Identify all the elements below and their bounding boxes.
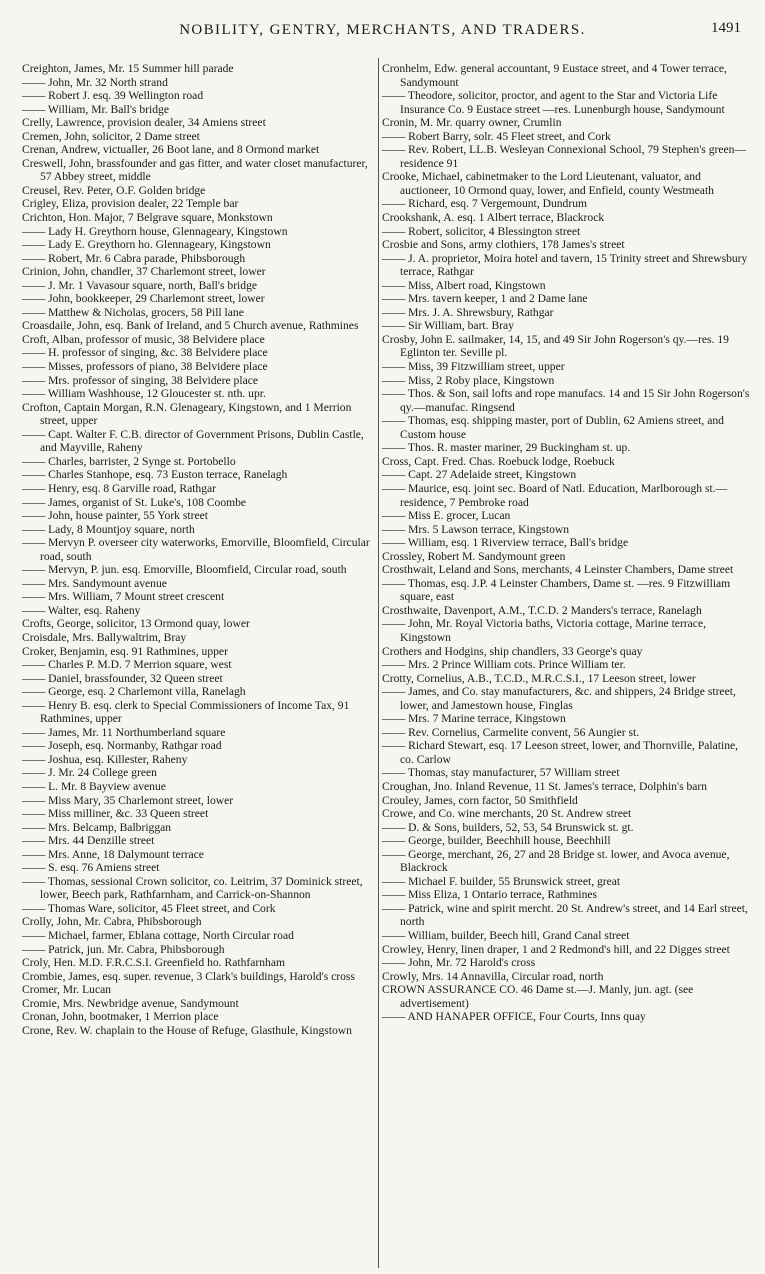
- directory-entry: —— Mrs. Sandymount avenue: [22, 576, 167, 590]
- directory-entry: —— Mervyn P. overseer city waterworks, Emorville, Bloomfield, Circular road, south: [22, 536, 370, 563]
- directory-entry: —— Theodore, solicitor, proctor, and agent to the Star and Victoria Life Insurance Co. 9 Eustace street —res. Lunenburgh house, Sandymount: [382, 89, 725, 116]
- directory-entry: —— Miss, 39 Fitzwilliam street, upper: [382, 360, 565, 374]
- directory-entry: —— Lady H. Greythorn house, Glennageary, Kingstown: [22, 224, 288, 238]
- directory-entry: —— Thomas, sessional Crown solicitor, co. Leitrim, 37 Dominick street, lower, Beech park, Rathfarnham, and Carrick-on-Shannon: [22, 874, 363, 902]
- directory-entry: Crosthwait, Leland and Sons, merchants, 4 Leinster Chambers, Dame street: [382, 563, 734, 577]
- directory-entry: Croisdale, Mrs. Ballywaltrim, Bray: [22, 630, 187, 644]
- directory-entry: —— Matthew & Nicholas, grocers, 58 Pill lane: [22, 305, 244, 319]
- directory-entry: —— J. A. proprietor, Moira hotel and tavern, 15 Trinity street and Shrewsbury terrace, Rathgar: [382, 251, 748, 279]
- directory-entry: Creswell, John, brassfounder and gas fitter, and water closet manufacturer, 57 Abbey street, middle: [22, 156, 368, 184]
- directory-entry: —— George, builder, Beechhill house, Beechhill: [382, 834, 611, 848]
- directory-entry: —— Miss Mary, 35 Charlemont street, lower: [22, 793, 234, 807]
- directory-entry: —— Thos. R. master mariner, 29 Buckingham st. up.: [382, 441, 631, 455]
- directory-entry: Croker, Benjamin, esq. 91 Rathmines, upper: [22, 644, 228, 658]
- directory-entry: —— Rev. Robert, LL.B. Wesleyan Connexional School, 79 Stephen's green—residence 91: [382, 143, 747, 170]
- directory-entry: —— Lady, 8 Mountjoy square, north: [22, 522, 195, 536]
- directory-entry: —— Mrs. William, 7 Mount street crescent: [22, 590, 225, 604]
- directory-entry: Crigley, Eliza, provision dealer, 22 Temple bar: [22, 197, 239, 211]
- directory-entry: Crofton, Captain Morgan, R.N. Glenageary, Kingstown, and 1 Merrion street, upper: [22, 400, 352, 428]
- directory-entry: —— Mrs. 7 Marine terrace, Kingstown: [382, 712, 566, 726]
- directory-entry: —— Joseph, esq. Normanby, Rathgar road: [22, 739, 222, 753]
- directory-entry: —— William, esq. 1 Riverview terrace, Ball's bridge: [382, 536, 629, 550]
- directory-entry: —— Mrs. Belcamp, Balbriggan: [22, 820, 172, 834]
- directory-entry: —— George, merchant, 26, 27 and 28 Bridge st. lower, and Avoca avenue, Blackrock: [382, 847, 730, 875]
- directory-entry: Crosbie and Sons, army clothiers, 178 James's street: [382, 238, 625, 252]
- directory-entry: CROWN ASSURANCE CO. 46 Dame st.—J. Manly, jun. agt. (see advertisement): [382, 983, 694, 1010]
- directory-entry: Crelly, Lawrence, provision dealer, 34 Amiens street: [22, 116, 266, 130]
- directory-entry: —— Mervyn, P. jun. esq. Emorville, Bloomfield, Circular road, south: [22, 563, 347, 577]
- directory-entry: Croly, Hen. M.D. F.R.C.S.I. Greenfield ho. Rathfarnham: [22, 956, 286, 970]
- directory-entry: —— Walter, esq. Raheny: [22, 603, 141, 617]
- directory-entry: —— John, bookkeeper, 29 Charlemont street, lower: [22, 292, 265, 306]
- directory-entry: —— Miss, 2 Roby place, Kingstown: [382, 373, 555, 387]
- directory-entry: —— Thomas, esq. shipping master, port of Dublin, 62 Amiens street, and Custom house: [382, 414, 724, 441]
- directory-entry: —— Miss Eliza, 1 Ontario terrace, Rathmines: [382, 888, 598, 902]
- directory-entry: —— Rev. Cornelius, Carmelite convent, 56 Aungier st.: [382, 725, 640, 739]
- directory-entry: —— Thomas, esq. J.P. 4 Leinster Chambers, Dame st. —res. 9 Fitzwilliam square, east: [382, 576, 731, 604]
- directory-entry: —— James, Mr. 11 Northumberland square: [22, 725, 226, 739]
- directory-entry: Cromer, Mr. Lucan: [22, 983, 112, 997]
- directory-entry: —— Lady E. Greythorn ho. Glennageary, Kingstown: [22, 238, 271, 252]
- directory-entry: Cronan, John, bootmaker, 1 Merrion place: [22, 1010, 219, 1024]
- directory-entry: Crombie, James, esq. super. revenue, 3 Clark's buildings, Harold's cross: [22, 969, 355, 983]
- directory-entry: Cross, Capt. Fred. Chas. Roebuck lodge, Roebuck: [382, 454, 615, 468]
- directory-entry: —— L. Mr. 8 Bayview avenue: [22, 779, 166, 793]
- directory-entry: —— Thos. & Son, sail lofts and rope manufacs. 14 and 15 Sir John Rogerson's qy.—manufac. Ringsend: [382, 387, 750, 414]
- directory-entry: —— Joshua, esq. Killester, Raheny: [22, 752, 188, 766]
- directory-entry: —— William Washhouse, 12 Gloucester st. nth. upr.: [22, 387, 266, 401]
- directory-entry: —— Patrick, wine and spirit mercht. 20 St. Andrew's street, and 14 Earl street, north: [382, 901, 748, 929]
- directory-entry: —— John, Mr. 72 Harold's cross: [382, 956, 536, 970]
- directory-entry: —— H. professor of singing, &c. 38 Belvidere place: [22, 346, 268, 360]
- directory-entry: —— Michael F. builder, 55 Brunswick street, great: [382, 874, 621, 888]
- directory-entry: Crichton, Hon. Major, 7 Belgrave square, Monkstown: [22, 211, 273, 225]
- right-column: [382, 62, 750, 1024]
- directory-entry: —— Mrs. 5 Lawson terrace, Kingstown: [382, 522, 570, 536]
- directory-entry: —— Misses, professors of piano, 38 Belvidere place: [22, 360, 268, 374]
- page-header: [0, 22, 765, 44]
- directory-entry: Crinion, John, chandler, 37 Charlemont street, lower: [22, 265, 266, 279]
- directory-entry: —— Mrs. Anne, 18 Dalymount terrace: [22, 847, 204, 861]
- column-divider: [378, 58, 379, 1268]
- directory-entry: —— AND HANAPER OFFICE, Four Courts, Inns quay: [382, 1010, 646, 1024]
- directory-entry: Crosby, John E. sailmaker, 14, 15, and 49 Sir John Rogerson's qy.—res. 19 Eglinton ter. Seville pl.: [382, 332, 729, 360]
- page-title: NOBILITY, GENTRY, MERCHANTS, AND TRADERS.: [179, 22, 586, 38]
- directory-entry: Creighton, James, Mr. 15 Summer hill parade: [22, 62, 234, 75]
- directory-entry: Crosthwaite, Davenport, A.M., T.C.D. 2 Manders's terrace, Ranelagh: [382, 603, 702, 617]
- directory-entry: Crossley, Robert M. Sandymount green: [382, 549, 566, 563]
- directory-entry: —— Miss, Albert road, Kingstown: [382, 278, 546, 292]
- directory-entry: —— Maurice, esq. joint sec. Board of Natl. Education, Marlborough st.—residence, 7 Pembroke road: [382, 481, 728, 509]
- directory-entry: Cronhelm, Edw. general accountant, 9 Eustace street, and 4 Tower terrace, Sandymount: [382, 62, 727, 89]
- directory-entry: —— Sir William, bart. Bray: [382, 319, 514, 333]
- directory-entry: Crouley, James, corn factor, 50 Smithfield: [382, 793, 578, 807]
- directory-entry: Crookshank, A. esq. 1 Albert terrace, Blackrock: [382, 211, 605, 225]
- directory-entry: —— James, and Co. stay manufacturers, &c. and shippers, 24 Bridge street, lower, and Jamestown house, Finglas: [382, 685, 736, 712]
- directory-entry: —— Mrs. 44 Denzille street: [22, 834, 155, 848]
- directory-entry: —— Thomas, stay manufacturer, 57 William street: [382, 766, 620, 780]
- directory-entry: —— William, builder, Beech hill, Grand Canal street: [382, 929, 630, 942]
- directory-entry: Crenan, Andrew, victualler, 26 Boot lane, and 8 Ormond market: [22, 143, 320, 157]
- directory-entry: —— Michael, farmer, Eblana cottage, North Circular road: [22, 929, 294, 942]
- directory-entry: —— John, Mr. 32 North strand: [22, 75, 168, 89]
- directory-entry: —— Miss milliner, &c. 33 Queen street: [22, 807, 209, 821]
- directory-entry: —— Mrs. J. A. Shrewsbury, Rathgar: [382, 305, 554, 319]
- directory-entry: —— William, Mr. Ball's bridge: [22, 102, 169, 116]
- left-column: [22, 62, 377, 1037]
- directory-entry: Cronin, M. Mr. quarry owner, Crumlin: [382, 116, 562, 130]
- directory-entry: —— Robert, solicitor, 4 Blessington street: [382, 224, 581, 238]
- directory-entry: Crowly, Mrs. 14 Annavilla, Circular road, north: [382, 969, 604, 983]
- directory-entry: —— John, house painter, 55 York street: [22, 509, 208, 523]
- directory-entry: —— Charles Stanhope, esq. 73 Euston terrace, Ranelagh: [22, 468, 288, 482]
- directory-entry: Crotty, Cornelius, A.B., T.C.D., M.R.C.S.I., 17 Leeson street, lower: [382, 671, 696, 685]
- directory-entry: —— D. & Sons, builders, 52, 53, 54 Brunswick st. gt.: [382, 820, 634, 834]
- directory-entry: Creusel, Rev. Peter, O.F. Golden bridge: [22, 183, 206, 197]
- directory-entry: —— Patrick, jun. Mr. Cabra, Phibsborough: [22, 942, 225, 956]
- directory-entry: —— Capt. 27 Adelaide street, Kingstown: [382, 468, 577, 482]
- directory-entry: —— Mrs. tavern keeper, 1 and 2 Dame lane: [382, 292, 588, 306]
- directory-entry: —— Robert, Mr. 6 Cabra parade, Phibsborough: [22, 251, 246, 265]
- directory-entry: —— Henry B. esq. clerk to Special Commissioners of Income Tax, 91 Rathmines, upper: [22, 698, 350, 726]
- directory-entry: —— Richard Stewart, esq. 17 Leeson street, lower, and Thornville, Palatine, co. Carlow: [382, 739, 739, 766]
- directory-entry: —— Capt. Walter F. C.B. director of Government Prisons, Dublin Castle, and Mayville, Raheny: [22, 427, 364, 455]
- directory-entry: —— Charles P. M.D. 7 Merrion square, west: [22, 658, 232, 672]
- directory-entry: Crowe, and Co. wine merchants, 20 St. Andrew street: [382, 807, 632, 821]
- directory-entry: —— J. Mr. 1 Vavasour square, north, Ball's bridge: [22, 278, 258, 292]
- page-number: 1491: [711, 20, 741, 36]
- directory-entry: —— Charles, barrister, 2 Synge st. Portobello: [22, 454, 236, 468]
- directory-entry: Crooke, Michael, cabinetmaker to the Lord Lieutenant, valuator, and auctioneer, 10 Ormond quay, lower, and Enfield, county Westmeath: [382, 170, 714, 197]
- directory-entry: Cremen, John, solicitor, 2 Dame street: [22, 129, 200, 143]
- directory-entry: —— Robert Barry, solr. 45 Fleet street, and Cork: [382, 129, 611, 143]
- directory-entry: —— Robert J. esq. 39 Wellington road: [22, 89, 204, 103]
- directory-entry: —— Mrs. professor of singing, 38 Belvidere place: [22, 373, 259, 387]
- directory-entry: —— John, Mr. Royal Victoria baths, Victoria cottage, Marine terrace, Kingstown: [382, 617, 707, 644]
- directory-entry: Cromie, Mrs. Newbridge avenue, Sandymount: [22, 996, 239, 1010]
- directory-entry: —— S. esq. 76 Amiens street: [22, 861, 160, 875]
- directory-entry: Crowley, Henry, linen draper, 1 and 2 Redmond's hill, and 22 Digges street: [382, 942, 730, 956]
- directory-entry: Croasdaile, John, esq. Bank of Ireland, and 5 Church avenue, Rathmines: [22, 319, 359, 333]
- directory-entry: —— Thomas Ware, solicitor, 45 Fleet street, and Cork: [22, 901, 276, 915]
- directory-entry: —— J. Mr. 24 College green: [22, 766, 157, 780]
- directory-entry: —— Henry, esq. 8 Garville road, Rathgar: [22, 481, 217, 495]
- directory-entry: —— Daniel, brassfounder, 32 Queen street: [22, 671, 223, 685]
- directory-entry: —— George, esq. 2 Charlemont villa, Ranelagh: [22, 685, 246, 699]
- directory-entry: Croughan, Jno. Inland Revenue, 11 St. James's terrace, Dolphin's barn: [382, 779, 708, 793]
- directory-entry: Crone, Rev. W. chaplain to the House of Refuge, Glasthule, Kingstown: [22, 1023, 352, 1037]
- directory-entry: Crofts, George, solicitor, 13 Ormond quay, lower: [22, 617, 250, 631]
- directory-entry: —— Mrs. 2 Prince William cots. Prince William ter.: [382, 658, 626, 672]
- directory-entry: —— Richard, esq. 7 Vergemount, Dundrum: [382, 197, 588, 211]
- directory-entry: Crothers and Hodgins, ship chandlers, 33 George's quay: [382, 644, 643, 658]
- directory-entry: —— James, organist of St. Luke's, 108 Coombe: [22, 495, 247, 509]
- directory-entry: —— Miss E. grocer, Lucan: [382, 509, 511, 523]
- directory-entry: Croft, Alban, professor of music, 38 Belvidere place: [22, 332, 265, 346]
- directory-entry: Crolly, John, Mr. Cabra, Phibsborough: [22, 915, 202, 929]
